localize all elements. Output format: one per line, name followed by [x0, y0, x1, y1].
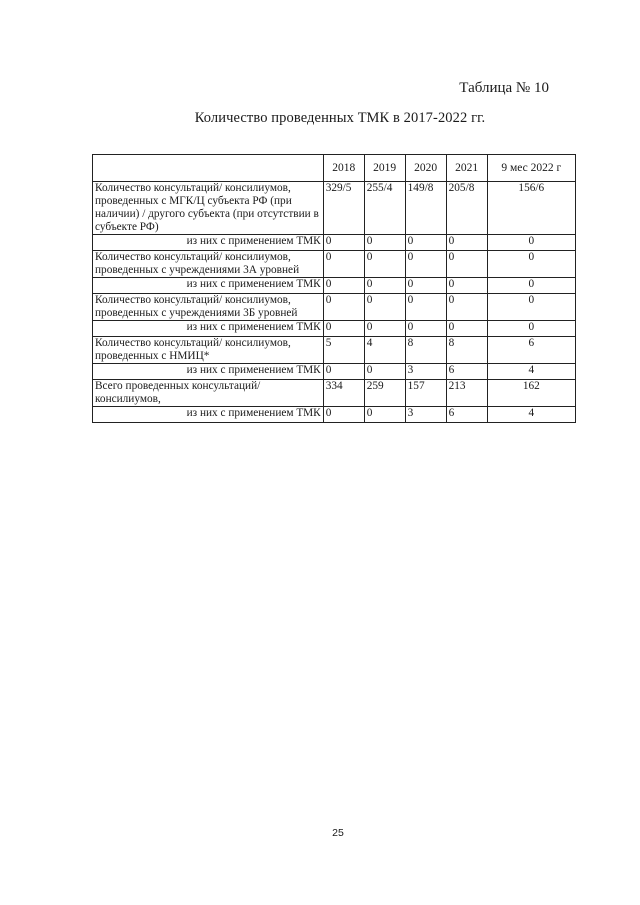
value-cell: 0 [323, 321, 364, 337]
table-row [93, 278, 576, 294]
value-cell: 213 [446, 380, 487, 407]
value-cell: 5 [323, 337, 364, 364]
value-cell: 0 [405, 251, 446, 278]
value-cell: 0 [364, 278, 405, 294]
value-cell: 0 [364, 321, 405, 337]
table-row [93, 235, 576, 251]
table-row [93, 380, 576, 407]
table-body [93, 182, 576, 423]
value-cell: 4 [487, 407, 575, 423]
value-cell: 329/5 [323, 182, 364, 235]
row-label: Всего проведенных консультаций/ консилиумов, [93, 380, 324, 407]
value-cell: 149/8 [405, 182, 446, 235]
value-cell: 0 [323, 278, 364, 294]
table-row [93, 321, 576, 337]
value-cell: 0 [446, 278, 487, 294]
header-cell-2021: 2021 [446, 155, 487, 182]
header-cell-2019: 2019 [364, 155, 405, 182]
value-cell: 0 [446, 251, 487, 278]
row-sublabel: из них с применением ТМК [93, 407, 324, 423]
value-cell: 0 [446, 235, 487, 251]
row-label: Количество консультаций/ консилиумов, проведенных с учреждениями 3А уровней [93, 251, 324, 278]
value-cell: 0 [364, 294, 405, 321]
value-cell: 6 [487, 337, 575, 364]
value-cell: 0 [323, 364, 364, 380]
value-cell: 4 [487, 364, 575, 380]
table-row [93, 407, 576, 423]
header-cell-2022: 9 мес 2022 г [487, 155, 575, 182]
value-cell: 0 [487, 251, 575, 278]
value-cell: 0 [446, 321, 487, 337]
row-sublabel: из них с применением ТМК [93, 235, 324, 251]
value-cell: 0 [405, 294, 446, 321]
value-cell: 0 [323, 407, 364, 423]
row-sublabel: из них с применением ТМК [93, 278, 324, 294]
value-cell: 6 [446, 407, 487, 423]
value-cell: 3 [405, 364, 446, 380]
table-number: Таблица № 10 [459, 80, 549, 96]
value-cell: 259 [364, 380, 405, 407]
tmk-table [92, 154, 576, 423]
value-cell: 0 [364, 407, 405, 423]
table-header-row [93, 155, 576, 182]
value-cell: 4 [364, 337, 405, 364]
row-label: Количество консультаций/ консилиумов, проведенных с МГК/Ц субъекта РФ (при наличии) / другого субъекта (при отсутствии в субъекте РФ) [93, 182, 324, 235]
value-cell: 0 [364, 364, 405, 380]
row-sublabel: из них с применением ТМК [93, 364, 324, 380]
value-cell: 0 [405, 235, 446, 251]
value-cell: 0 [323, 235, 364, 251]
header-cell-label [93, 155, 324, 182]
value-cell: 0 [487, 294, 575, 321]
value-cell: 0 [323, 251, 364, 278]
header-cell-2020: 2020 [405, 155, 446, 182]
value-cell: 205/8 [446, 182, 487, 235]
value-cell: 6 [446, 364, 487, 380]
value-cell: 0 [487, 321, 575, 337]
table-row [93, 251, 576, 278]
document-title: Количество проведенных ТМК в 2017-2022 гг. [194, 110, 486, 126]
value-cell: 0 [364, 251, 405, 278]
value-cell: 0 [364, 235, 405, 251]
table-row [93, 182, 576, 235]
value-cell: 0 [487, 278, 575, 294]
row-label: Количество консультаций/ консилиумов, проведенных с учреждениями 3Б уровней [93, 294, 324, 321]
row-sublabel: из них с применением ТМК [93, 321, 324, 337]
value-cell: 334 [323, 380, 364, 407]
value-cell: 255/4 [364, 182, 405, 235]
value-cell: 3 [405, 407, 446, 423]
value-cell: 0 [405, 321, 446, 337]
value-cell: 0 [323, 294, 364, 321]
value-cell: 8 [405, 337, 446, 364]
page-number: 25 [332, 827, 344, 839]
value-cell: 0 [405, 278, 446, 294]
table-row [93, 294, 576, 321]
value-cell: 8 [446, 337, 487, 364]
value-cell: 156/6 [487, 182, 575, 235]
value-cell: 0 [487, 235, 575, 251]
table-row [93, 337, 576, 364]
value-cell: 162 [487, 380, 575, 407]
table-row [93, 364, 576, 380]
value-cell: 157 [405, 380, 446, 407]
header-cell-2018: 2018 [323, 155, 364, 182]
row-label: Количество консультаций/ консилиумов, проведенных с НМИЦ* [93, 337, 324, 364]
value-cell: 0 [446, 294, 487, 321]
